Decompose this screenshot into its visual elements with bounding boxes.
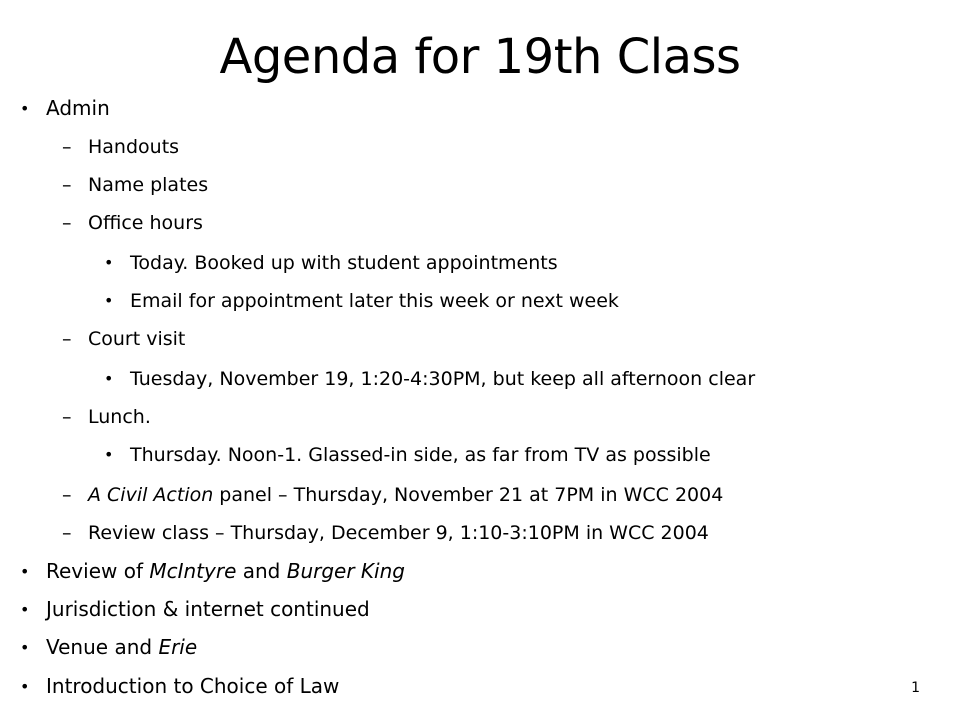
- dash-icon: –: [62, 212, 72, 234]
- list-item-name-plates: [62, 171, 208, 199]
- dash-icon: –: [62, 484, 72, 506]
- item-text: Handouts: [88, 136, 180, 158]
- list-item-venue: [20, 633, 197, 663]
- list-item-thursday: [104, 441, 711, 470]
- list-item-handouts: [62, 133, 179, 161]
- item-text: Office hours: [88, 212, 203, 234]
- list-item-email: [104, 287, 619, 316]
- item-text: Venue and: [46, 635, 159, 659]
- list-item-choice-of-law: [20, 672, 339, 702]
- item-text: Today. Booked up with student appointments: [130, 252, 558, 274]
- item-text: Name plates: [88, 174, 209, 196]
- dash-icon: –: [62, 174, 72, 196]
- item-text: Tuesday, November 19, 1:20-4:30PM, but keep all afternoon clear: [130, 368, 756, 390]
- list-item-admin: [20, 94, 110, 124]
- bullet-icon: •: [104, 445, 114, 464]
- list-item-office-hours: [62, 209, 203, 237]
- bullet-icon: •: [104, 369, 114, 388]
- item-text: Lunch.: [88, 406, 151, 428]
- list-item-lunch: [62, 403, 151, 431]
- item-text: Email for appointment later this week or next week: [130, 290, 619, 312]
- dash-icon: –: [62, 406, 72, 428]
- list-item-civil-action: [62, 481, 723, 509]
- list-item-today: [104, 249, 558, 278]
- dash-icon: –: [62, 328, 72, 350]
- bullet-icon: •: [20, 99, 30, 118]
- item-text: Admin: [46, 96, 110, 120]
- list-item-court-visit: [62, 325, 185, 353]
- bullet-icon: •: [20, 562, 30, 581]
- item-text: Jurisdiction & internet continued: [46, 597, 370, 621]
- item-text: Review class – Thursday, December 9, 1:10-3:10PM in WCC 2004: [88, 522, 709, 544]
- bullet-icon: •: [20, 600, 30, 619]
- item-text: Introduction to Choice of Law: [46, 674, 340, 698]
- bullet-icon: •: [104, 291, 114, 310]
- page-number: 1: [911, 680, 920, 696]
- bullet-icon: •: [20, 677, 30, 696]
- list-item-review-class: [62, 519, 709, 547]
- item-text: Thursday. Noon-1. Glassed-in side, as far from TV as possible: [130, 444, 711, 466]
- dash-icon: –: [62, 522, 72, 544]
- item-text-italic: Burger King: [286, 559, 405, 583]
- item-text: Court visit: [88, 328, 186, 350]
- item-text: Review of: [46, 559, 150, 583]
- item-text: and: [236, 559, 287, 583]
- item-text-italic: McIntyre: [149, 559, 237, 583]
- item-text-italic: A Civil Action: [88, 484, 214, 506]
- list-item-tuesday: [104, 365, 755, 394]
- list-item-review-of-cases: [20, 557, 405, 587]
- bullet-icon: •: [20, 638, 30, 657]
- item-text-italic: Erie: [158, 635, 198, 659]
- item-text: panel – Thursday, November 21 at 7PM in WCC 2004: [213, 484, 724, 506]
- slide-title: Agenda for 19th Class: [219, 29, 741, 85]
- bullet-icon: •: [104, 253, 114, 272]
- dash-icon: –: [62, 136, 72, 158]
- list-item-jurisdiction: [20, 595, 370, 625]
